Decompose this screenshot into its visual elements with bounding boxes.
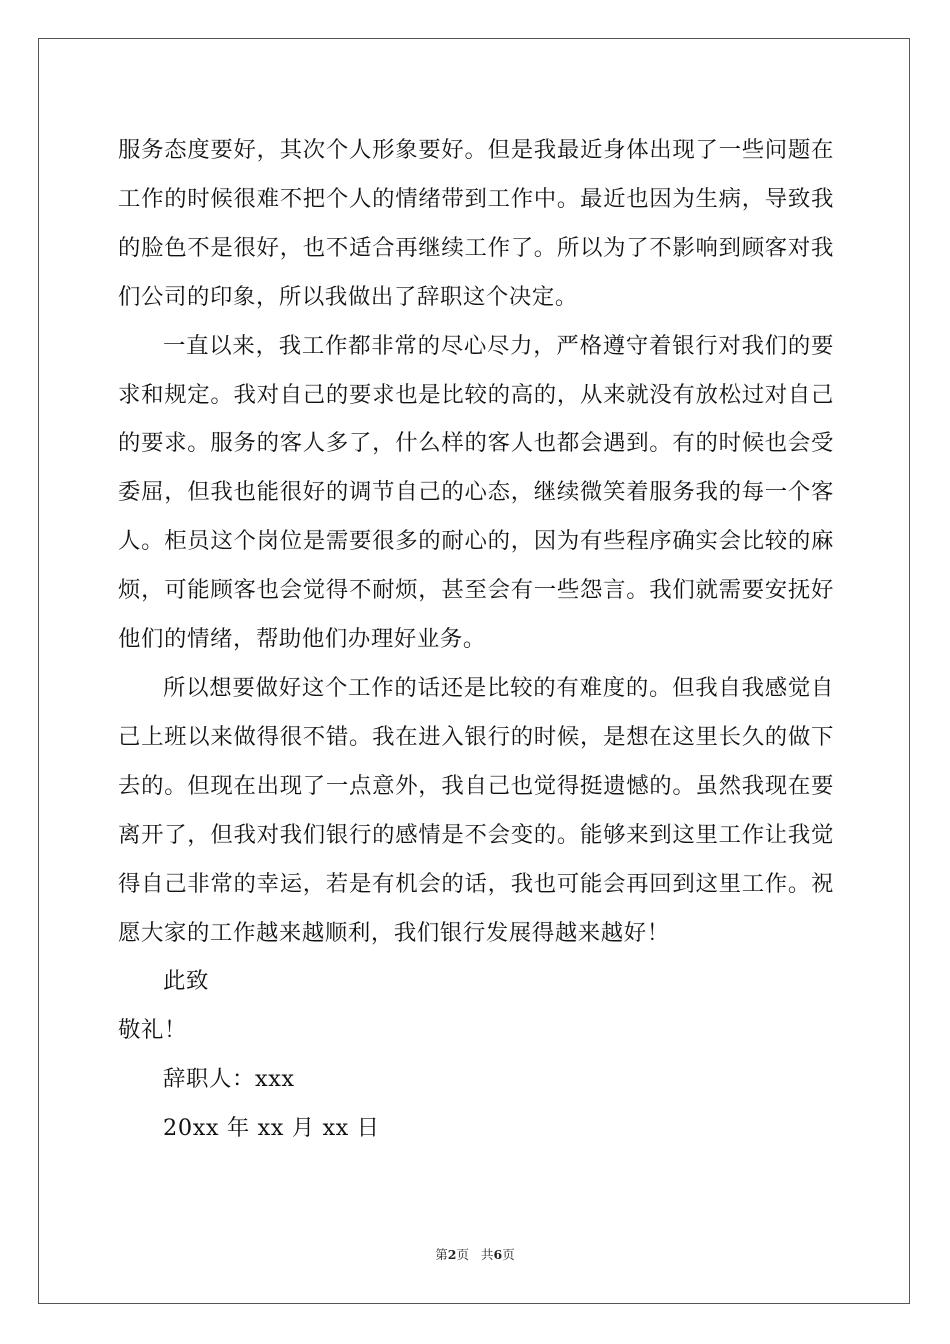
page-footer bbox=[0, 1247, 950, 1263]
total-prefix: 共 bbox=[481, 1247, 494, 1262]
salutation-cizhi: 此致 bbox=[163, 968, 209, 995]
page-current: 2 bbox=[447, 1247, 457, 1262]
paragraph-farewell: 所以想要做好这个工作的话还是比较的有难度的。但我自我感觉自己上班以来做得很不错。我在进入银行的时候，是想在这里长久的做下去的。但现在出现了一点意外，我自己也觉得挺遗憾的。虽然我现在要离开了，但我对我们银行的感情是不会变的。能够来到这里工作让我觉得自己非常的幸运，若是有机会的话，我也可能会再回到这里工作。祝愿大家的工作越来越顺利，我们银行发展得越来越好！ bbox=[118, 674, 834, 946]
page-suffix: 页 bbox=[456, 1247, 469, 1262]
date-line: 20xx 年 xx 月 xx 日 bbox=[163, 1115, 380, 1142]
page-total: 6 bbox=[493, 1247, 503, 1262]
signature-line: 辞职人：xxx bbox=[163, 1066, 295, 1093]
letter-body bbox=[118, 126, 834, 1153]
paragraph-continued: 服务态度要好，其次个人形象要好。但是我最近身体出现了一些问题在工作的时候很难不把个人的情绪带到工作中。最近也因为生病，导致我的脸色不是很好，也不适合再继续工作了。所以为了不影响到顾客对我们公司的印象，所以我做出了辞职这个决定。 bbox=[118, 137, 834, 310]
salutation-jingli: 敬礼！ bbox=[118, 1017, 187, 1044]
paragraph-diligence: 一直以来，我工作都非常的尽心尽力，严格遵守着银行对我们的要求和规定。我对自己的要求也是比较的高的，从来就没有放松过对自己的要求。服务的客人多了，什么样的客人也都会遇到。有的时候也会受委屈，但我也能很好的调节自己的心态，继续微笑着服务我的每一个客人。柜员这个岗位是需要很多的耐心的，因为有些程序确实会比较的麻烦，可能顾客也会觉得不耐烦，甚至会有一些怨言。我们就需要安抚好他们的情绪，帮助他们办理好业务。 bbox=[118, 332, 834, 653]
page-prefix: 第 bbox=[435, 1247, 448, 1262]
total-suffix: 页 bbox=[502, 1247, 515, 1262]
